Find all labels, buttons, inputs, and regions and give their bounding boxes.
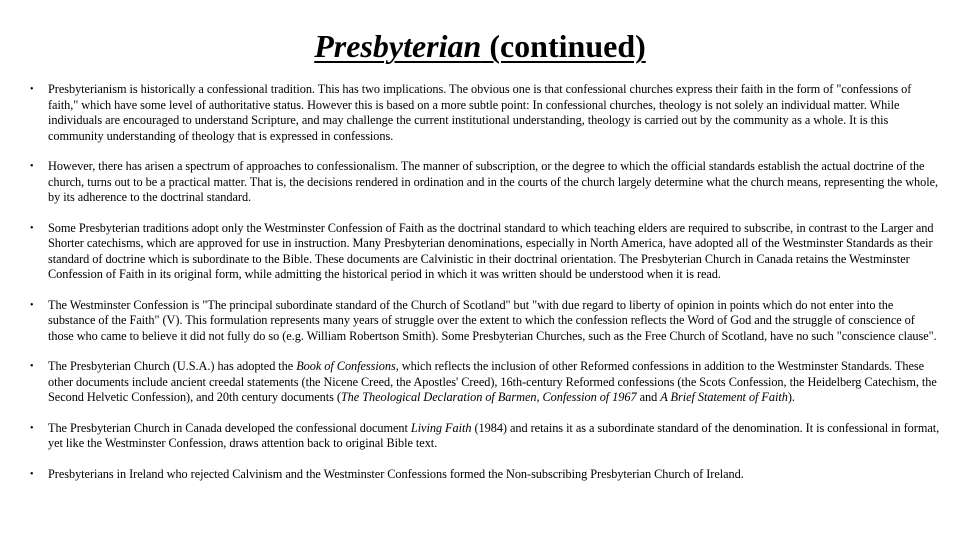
bullet-text-segment: Presbyterians in Ireland who rejected Calvinism and the Westminster Confessions formed the Non-subscribing Presbyterian Church of Ireland. xyxy=(48,466,744,481)
bullet-text xyxy=(48,298,937,343)
bullet-dot-icon: • xyxy=(30,161,34,172)
bullet-text-segment: Presbyterianism is historically a confessional tradition. This has two implications. The obvious one is that confessional churches express their faith in the form of "confessions of faith," which have some level of authoritative status. However this is based on a more subtle point: In confessional churches, theology is not solely an individual matter. While individuals are encouraged to understand Scripture, and may challenge the current institutional understanding, theology is carried out by the community as a whole. It is this community understanding of theology that is expressed in confessions. xyxy=(48,82,912,143)
bullet-text xyxy=(48,159,938,204)
italic-title-text: Confession of 1967 xyxy=(542,390,637,404)
bullet-text xyxy=(48,359,937,404)
bullet-dot-icon: • xyxy=(30,84,34,95)
italic-title-text: Book of Confessions xyxy=(296,359,396,373)
bullet-item xyxy=(30,221,940,283)
bullet-dot-icon: • xyxy=(30,222,34,234)
bullet-text-segment: The Presbyterian Church (U.S.A.) has adopted the xyxy=(48,359,297,373)
bullet-dot-icon: • xyxy=(30,361,34,372)
bullet-text-segment: and xyxy=(636,390,661,404)
bullet-dot-icon: • xyxy=(30,422,34,434)
title-italic-part: Presbyterian xyxy=(314,28,482,64)
bullet-text-segment: ). xyxy=(787,390,795,404)
bullet-text-segment: Some Presbyterian traditions adopt only the Westminster Confession of Faith as the doctrinal standard to which teaching elders are required to subscribe, in contrast to the Larger and Shorter catechisms, which are approved for use in instruction. Many Presbyterian denominations, especially in North America, have adopted all of the Westminster Standards as their standard of doctrine which is subordinate to the Bible. These documents are Calvinistic in their doctrinal orientation. The Presbyterian Church in Canada retains the Westminster Confession of Faith in its original form, while admitting the historical period in which it was written should be understood when it is read. xyxy=(48,220,934,281)
italic-title-text: A Brief Statement of Faith xyxy=(660,390,788,404)
bullet-dot-icon: • xyxy=(30,468,34,480)
bullet-item xyxy=(30,159,940,206)
bullet-text xyxy=(48,467,744,481)
italic-title-text: The Theological Declaration of Barmen xyxy=(340,390,537,404)
bullet-item xyxy=(30,421,940,452)
bullet-text-segment: , xyxy=(536,390,543,404)
bullet-text-segment: However, there has arisen a spectrum of approaches to confessionalism. The manner of subscription, or the degree to which the official standards establish the actual doctrine of the church, turns out to be a practical matter. That is, the decisions rendered in ordination and in the courts of the church largely determine what the church means, representing the whole, by its adherence to the doctrinal standard. xyxy=(48,159,939,204)
italic-title-text: Living Faith xyxy=(410,420,472,435)
bullet-text xyxy=(48,421,939,451)
slide-title xyxy=(0,26,960,66)
bullet-text-segment: The Presbyterian Church in Canada developed the confessional document xyxy=(48,420,411,435)
bullet-item xyxy=(30,467,940,483)
bullet-text xyxy=(48,221,934,282)
bullet-list xyxy=(30,82,940,497)
bullet-item xyxy=(30,359,940,406)
bullet-text xyxy=(48,82,911,143)
bullet-text-segment: The Westminster Confession is "The principal subordinate standard of the Church of Scotland" but "with due regard to liberty of opinion in points which do not enter into the substance of the Faith" (V). This formulation represents many years of struggle over the extent to which the confession reflects the Word of God and the struggle of conscience of those who came to believe it did not fully do so (e.g. William Robertson Smith). Some Presbyterian Churches, such as the Free Church of Scotland, have no such "conscience clause". xyxy=(48,297,937,343)
bullet-text-segment: (1984) and retains it as a subordinate standard of the denomination. It is confessional in format, yet like the Westminster Confession, draws attention back to original Bible text. xyxy=(48,420,940,450)
bullet-item xyxy=(30,82,940,144)
title-rest-part: (continued) xyxy=(481,28,646,64)
bullet-text-segment: , which reflects the inclusion of other Reformed confessions in addition to the Westminster Standards. These other documents include ancient creedal statements (the Nicene Creed, the Apostles' Creed), 16th-century Reformed confessions (the Scots Confession, the Heidelberg Catechism, the Second Helvetic Confession), and 20th century documents ( xyxy=(48,359,937,404)
bullet-dot-icon: • xyxy=(30,299,34,311)
bullet-item xyxy=(30,298,940,345)
